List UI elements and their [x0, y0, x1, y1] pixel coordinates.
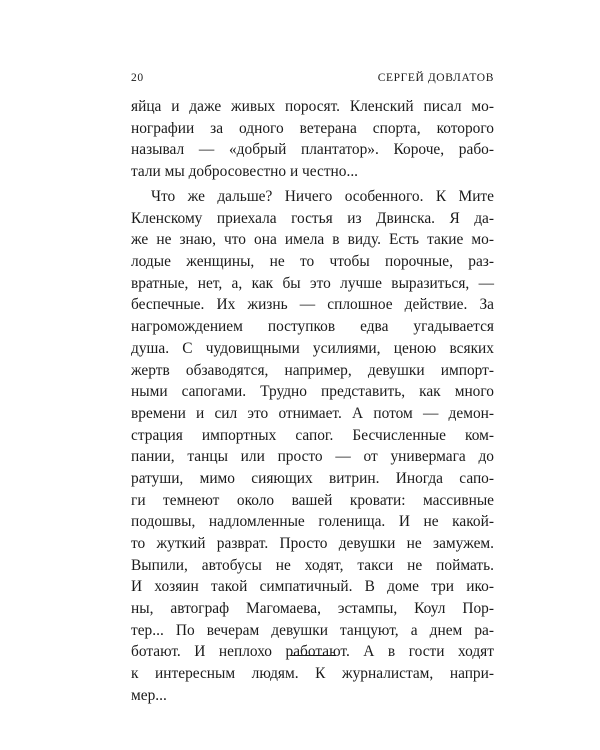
text-line: И хозяин такой симпатичный. В доме три ико- [131, 578, 494, 596]
text-line: называл — «добрый плантатор». Короче, рабо- [131, 141, 494, 159]
text-line: Выпили, автобусы не ходят, такси не поймать. [131, 556, 494, 574]
text-line: ги темнеют около вашей кровати: массивные [131, 491, 494, 509]
text-line: ными сапогами. Трудно представить, как много [131, 383, 494, 401]
text-line: нагромождением поступков едва угадывается [131, 318, 494, 336]
text-line: то жуткий разврат. Просто девушки не замужем. [131, 535, 494, 552]
text-line: к интересным людям. К журналистам, напри- [131, 665, 494, 683]
text-line: ратуши, мимо сияющих витрин. Иногда сапо- [131, 469, 494, 487]
text-line: пании, танцы или просто — от универмага до [131, 448, 494, 466]
text-line: же не знаю, что она имела в виду. Есть такие мо- [131, 231, 494, 249]
text-line: Что же дальше? Ничего особенного. К Мите [151, 188, 494, 205]
text-line: лодые женщины, не то чтобы порочные, раз- [131, 253, 494, 271]
text-line: яйца и даже живых поросят. Кленский писал мо- [131, 98, 494, 115]
text-line: Кленскому приехала гостья из Двинска. Я да- [131, 209, 494, 227]
section-divider [290, 655, 336, 656]
text-line: подошвы, надломленные голенища. И не какой- [131, 513, 494, 531]
page-number: 20 [131, 72, 144, 84]
text-line: тер... По вечерам девушки танцуют, а днем ра- [131, 621, 494, 639]
paragraph-2 [131, 186, 494, 707]
text-line: ны, автограф Магомаева, эстампы, Коул Пор- [131, 600, 494, 618]
text-line: беспечные. Их жизнь — сплошное действие. За [131, 296, 494, 314]
author-name: СЕРГЕЙ ДОВЛАТОВ [377, 72, 494, 84]
text-line: страция импортных сапог. Бесчисленные ком- [131, 426, 494, 444]
text-line: времени и сил это отнимает. А потом — демон- [131, 404, 494, 422]
text-line: вратные, нет, а, как бы это лучше выразиться, — [131, 274, 494, 292]
running-head [131, 72, 494, 88]
text-line: ботают. И неплохо работают. А в гости ходят [131, 643, 494, 661]
text-line: душа. С чудовищными усилиями, ценою всяких [131, 339, 494, 357]
text-line: жертв обзаводятся, например, девушки импорт- [131, 361, 494, 379]
text-line: нографии за одного ветерана спорта, которого [131, 119, 494, 137]
text-line: тали мы добросовестно и честно... [131, 163, 359, 181]
text-line: мер... [131, 686, 167, 704]
paragraph-1 [131, 96, 494, 183]
